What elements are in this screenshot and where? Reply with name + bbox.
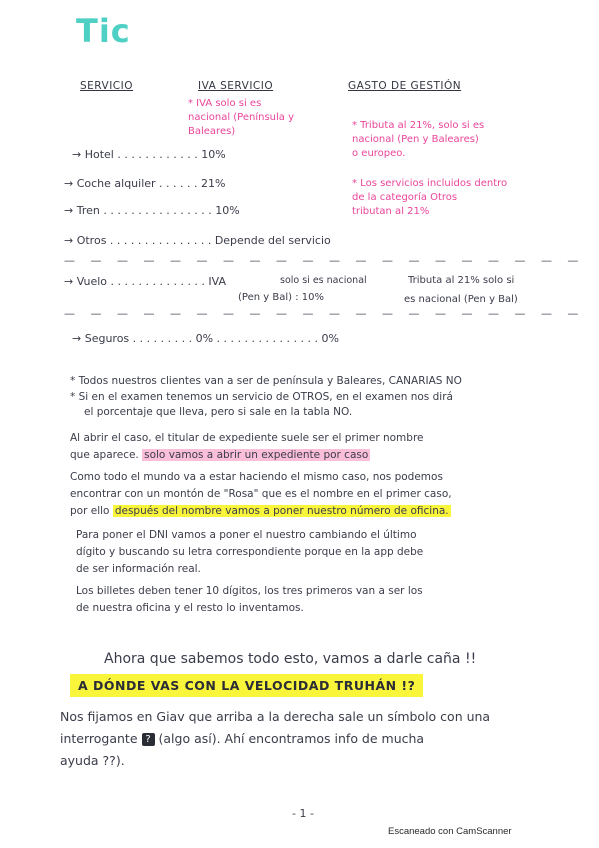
paragraph-expediente: Al abrir el caso, el titular de expediente suele ser el primer nombre que aparece. solo vamos a abrir un expediente por caso [70,432,424,461]
page-number: - 1 - [292,807,314,820]
paragraph-billetes: Los billetes deben tener 10 dígitos, los tres primeros van a ser los de nuestra oficina y el resto lo inventamos. [76,585,423,614]
note-otros: * Si en el examen tenemos un servicio de OTROS, en el examen nos dirá [70,391,453,403]
scanner-footer: Escaneado con CamScanner [388,826,512,837]
row-seguros: → Seguros . . . . . . . . . 0% . . . . . . . . . . . . . . . 0% [72,332,339,345]
paragraph-nombre: Como todo el mundo va a estar haciendo el mismo caso, nos podemos encontrar con un montón de "Rosa" que es el nombre en el primer caso, por ello después del nombre vamos a poner nuestro número de oficina. [70,471,452,517]
vuelo-gasto-b: es nacional (Pen y Bal) [404,294,518,305]
note-otros-cont: el porcentaje que lleva, pero si sale en la tabla NO. [84,406,353,418]
iva-note: * IVA solo si es nacional (Península y Baleares) [188,98,295,137]
note-clientes: * Todos nuestros clientes van a ser de península y Baleares, CANARIAS NO [70,375,462,387]
vuelo-iva-b: (Pen y Bal) : 10% [238,292,324,303]
header-iva: IVA SERVICIO [198,80,274,92]
page-title: Tic [76,12,131,50]
paragraph-giav: Nos fijamos en Giav que arriba a la derecha sale un símbolo con una interrogante ? (algo así). Ahí encontramos info de mucha ayuda ??). [60,709,491,768]
velocidad-banner: A DÓNDE VAS CON LA VELOCIDAD TRUHÁN !? [70,674,423,697]
vuelo-gasto-a: Tributa al 21% solo si [408,275,515,286]
highlight-expediente: solo vamos a abrir un expediente por caso [144,449,369,461]
paragraph-dni: Para poner el DNI vamos a poner el nuestro cambiando el último dígito y buscando su letra correspondiente porque en la app debe de ser información real. [76,529,424,575]
divider-dashes: — — — — — — — — — — — — — — — — — — — — [64,254,585,267]
divider-dashes-2: — — — — — — — — — — — — — — — — — — — — [64,307,585,320]
ahora-line: Ahora que sabemos todo esto, vamos a darle caña !! [104,651,477,667]
vuelo-iva-a: solo si es nacional [280,275,367,286]
highlight-oficina: después del nombre vamos a poner nuestro número de oficina. [114,505,449,517]
header-servicio: SERVICIO [80,80,133,92]
row-coche: → Coche alquiler . . . . . . 21% [64,177,226,190]
header-gasto: GASTO DE GESTIÓN [348,80,462,92]
question-mark-icon: ? [142,733,155,746]
row-tren: → Tren . . . . . . . . . . . . . . . . 10% [64,204,240,217]
gasto-note: * Tributa al 21%, solo si es nacional (Pen y Baleares) o europeo. [352,120,485,159]
otros-note: * Los servicios incluidos dentro de la categoría Otros tributan al 21% [352,178,508,217]
row-otros: → Otros . . . . . . . . . . . . . . . Depende del servicio [64,234,331,247]
row-vuelo: → Vuelo . . . . . . . . . . . . . . IVA [64,275,227,288]
row-hotel: → Hotel . . . . . . . . . . . . 10% [72,148,226,161]
